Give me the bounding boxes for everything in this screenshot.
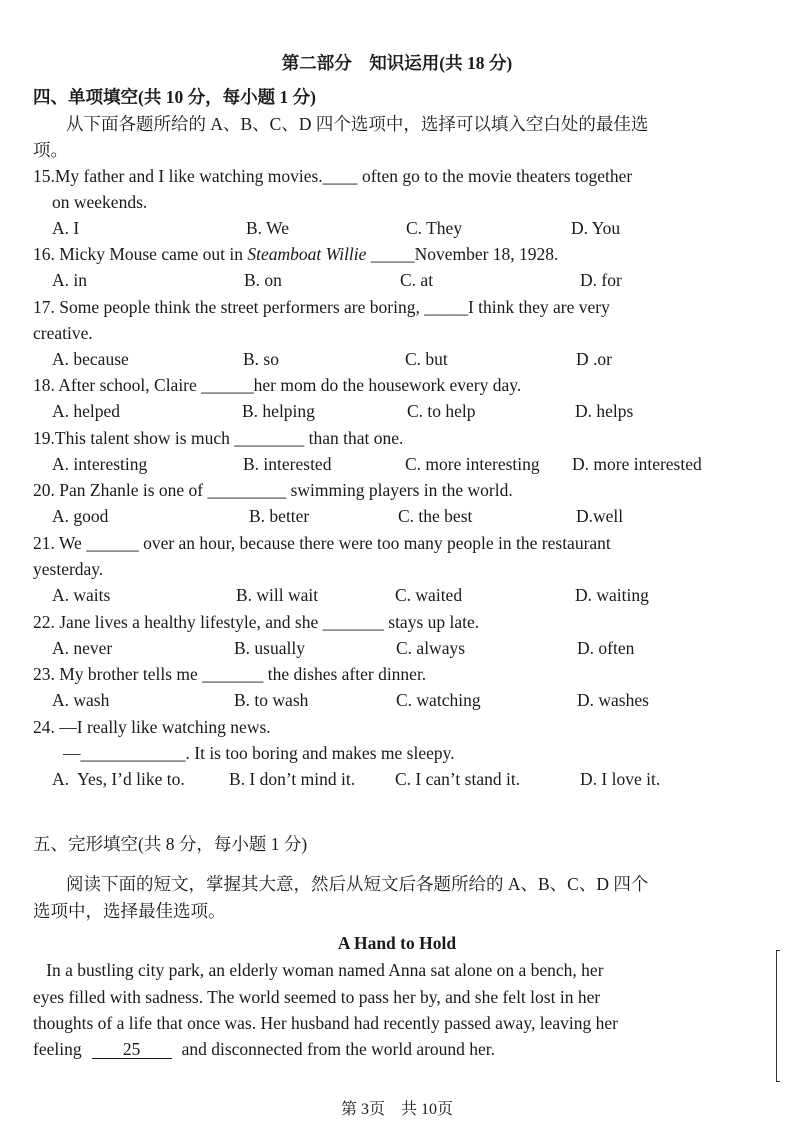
question-15-option-b[interactable]: B. We (246, 218, 289, 238)
question-15-option-a[interactable]: A. I (52, 218, 80, 238)
question-17-stem-2: creative. (33, 323, 93, 343)
passage-line-4 (33, 1038, 749, 1060)
question-24-stem-2: —____________. It is too boring and makes me sleepy. (63, 743, 455, 763)
question-23-option-d[interactable]: D. washes (577, 690, 649, 710)
question-24-stem-1: 24. —I really like watching news. (33, 717, 271, 737)
question-15-stem-2: on weekends. (52, 192, 148, 212)
blank-25[interactable]: 25 (92, 1040, 172, 1059)
question-21-option-b[interactable]: B. will wait (236, 585, 319, 605)
question-20-option-a[interactable]: A. good (52, 506, 109, 526)
question-16-stem-title: Steamboat Willie (247, 244, 367, 264)
section4-instruction-1: 从下面各题所给的 A、B、C、D 四个选项中，选择可以填入空白处的最佳选 (66, 114, 649, 134)
question-23-option-b[interactable]: B. to wash (234, 690, 309, 710)
question-24-option-c[interactable]: C. I can’t stand it. (395, 769, 521, 789)
part-title: 第二部分 知识运用(共 18 分) (281, 53, 513, 73)
question-16-option-d[interactable]: D. for (580, 270, 622, 290)
question-20-option-d[interactable]: D.well (576, 506, 624, 526)
question-21-stem-2: yesterday. (33, 559, 104, 579)
question-19-option-d[interactable]: D. more interested (572, 454, 702, 474)
question-18-option-b[interactable]: B. helping (242, 401, 315, 421)
question-15-stem-1: 15.My father and I like watching movies.____ often go to the movie theaters together (33, 166, 633, 186)
section5-heading: 五、完形填空(共 8 分，每小题 1 分) (33, 834, 308, 854)
question-21-option-c[interactable]: C. waited (395, 585, 463, 605)
question-17-stem-1: 17. Some people think the street performers are boring, _____I think they are very (33, 297, 610, 317)
question-22-stem: 22. Jane lives a healthy lifestyle, and she _______ stays up late. (33, 612, 480, 632)
question-22-option-a[interactable]: A. never (52, 638, 113, 658)
passage-line-1: In a bustling city park, an elderly woman named Anna sat alone on a bench, her (33, 960, 604, 980)
question-20-option-c[interactable]: C. the best (398, 506, 473, 526)
question-19-option-c[interactable]: C. more interesting (405, 454, 540, 474)
question-19-option-a[interactable]: A. interesting (52, 454, 148, 474)
passage-title: A Hand to Hold (337, 933, 457, 953)
margin-bracket (776, 950, 780, 1082)
question-19-option-b[interactable]: B. interested (243, 454, 332, 474)
question-16-stem-post: _____November 18, 1928. (366, 244, 559, 264)
question-17-option-d[interactable]: D .or (576, 349, 612, 369)
question-16-option-a[interactable]: A. in (52, 270, 87, 290)
passage-line-3: thoughts of a life that once was. Her husband had recently passed away, leaving her (33, 1013, 618, 1033)
question-22-option-b[interactable]: B. usually (234, 638, 305, 658)
question-15-option-d[interactable]: D. You (571, 218, 621, 238)
section4-instruction-2: 项。 (33, 140, 68, 160)
question-23-option-a[interactable]: A. wash (52, 690, 110, 710)
question-20-option-b[interactable]: B. better (249, 506, 310, 526)
passage-line-2: eyes filled with sadness. The world seemed to pass her by, and she felt lost in her (33, 987, 601, 1007)
question-23-option-c[interactable]: C. watching (396, 690, 481, 710)
question-18-option-d[interactable]: D. helps (575, 401, 634, 421)
question-17-option-a[interactable]: A. because (52, 349, 129, 369)
question-16-option-c[interactable]: C. at (400, 270, 434, 290)
question-16-stem-pre: 16. Micky Mouse came out in (33, 244, 248, 264)
section5-instruction-2: 选项中，选择最佳选项。 (33, 901, 226, 921)
question-17-option-c[interactable]: C. but (405, 349, 448, 369)
question-21-option-a[interactable]: A. waits (52, 585, 111, 605)
passage-line-4-start: feeling (33, 1039, 82, 1059)
question-24-option-a[interactable]: A. Yes, I’d like to. (52, 769, 185, 789)
question-19-stem: 19.This talent show is much ________ than that one. (33, 428, 404, 448)
question-22-option-c[interactable]: C. always (396, 638, 466, 658)
question-18-stem: 18. After school, Claire ______her mom do the housework every day. (33, 375, 522, 395)
question-16-stem (33, 243, 558, 265)
question-18-option-a[interactable]: A. helped (52, 401, 121, 421)
question-20-stem: 20. Pan Zhanle is one of _________ swimming players in the world. (33, 480, 513, 500)
question-16-option-b[interactable]: B. on (244, 270, 282, 290)
question-17-option-b[interactable]: B. so (243, 349, 279, 369)
question-21-option-d[interactable]: D. waiting (575, 585, 649, 605)
question-22-option-d[interactable]: D. often (577, 638, 635, 658)
section5-instruction-1: 阅读下面的短文，掌握其大意，然后从短文后各题所给的 A、B、C、D 四个 (66, 874, 649, 894)
question-23-stem: 23. My brother tells me _______ the dishes after dinner. (33, 664, 427, 684)
question-15-option-c[interactable]: C. They (406, 218, 463, 238)
question-24-option-d[interactable]: D. I love it. (580, 769, 661, 789)
question-24-option-b[interactable]: B. I don’t mind it. (229, 769, 356, 789)
question-18-option-c[interactable]: C. to help (407, 401, 476, 421)
question-21-stem-1: 21. We ______ over an hour, because there were too many people in the restaurant (33, 533, 611, 553)
passage-line-4-end: and disconnected from the world around her. (181, 1039, 496, 1059)
section4-heading: 四、单项填空(共 10 分，每小题 1 分) (33, 87, 316, 107)
page-footer: 第 3页 共 10页 (340, 1101, 453, 1118)
